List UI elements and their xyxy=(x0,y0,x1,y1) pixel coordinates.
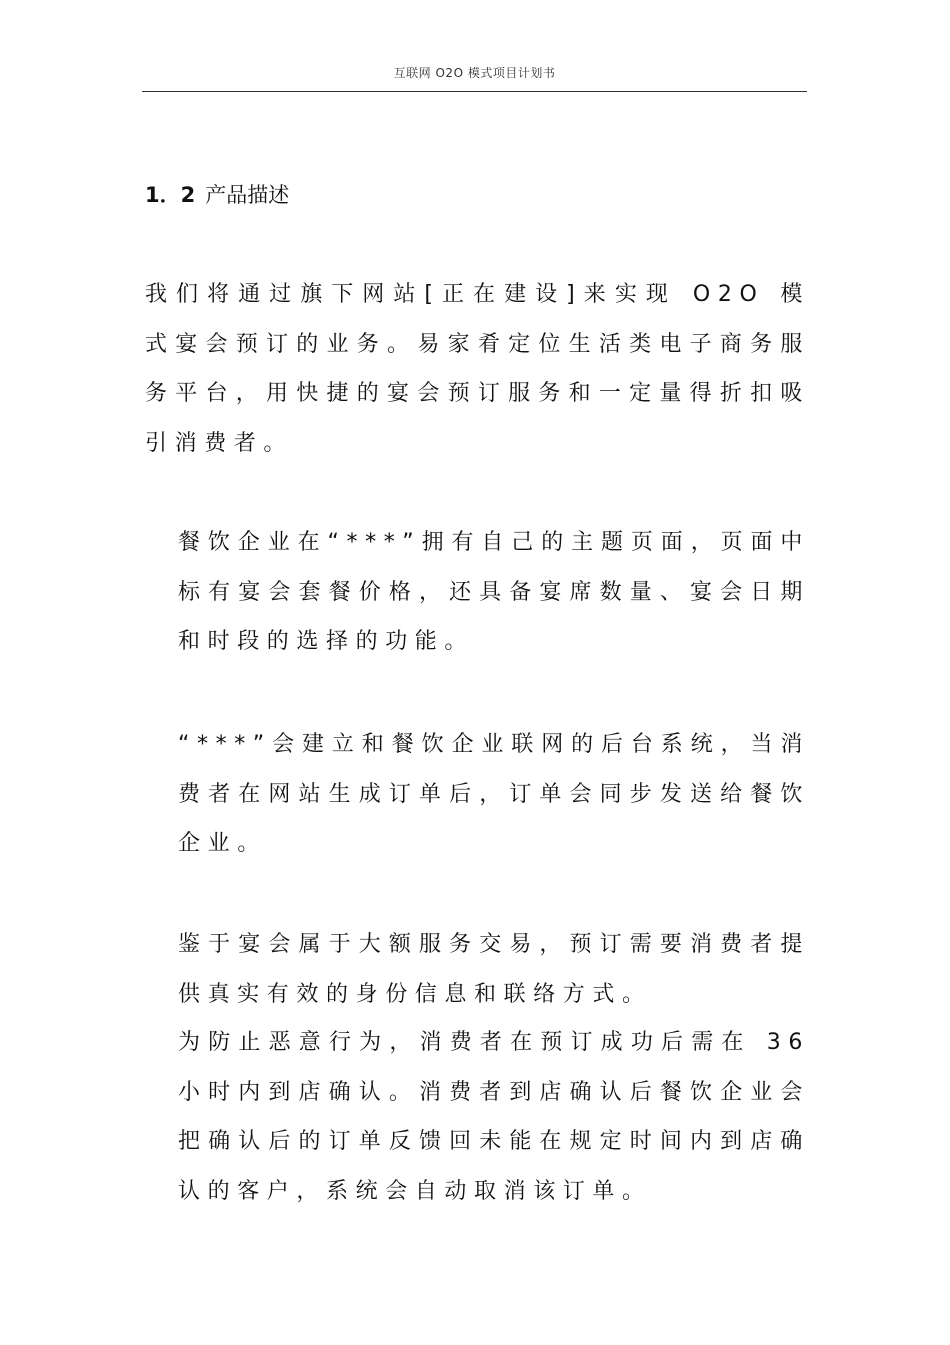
section-title: 产品描述 xyxy=(205,183,290,207)
section-heading xyxy=(145,180,289,210)
paragraph-intro: 我们将通过旗下网站[正在建设]来实现 O2O 模式宴会预订的业务。易家肴定位生活类电子商务服务平台，用快捷的宴会预订服务和一定量得折扣吸引消费者。 xyxy=(145,282,810,456)
paragraph-confirmation: 为防止恶意行为，消费者在预订成功后需在 36 小时内到店确认。消费者到店确认后餐饮企业会把确认后的订单反馈回未能在规定时间内到店确认的客户，系统会自动取消该订单。 xyxy=(178,1030,810,1204)
paragraph-identity-info: 鉴于宴会属于大额服务交易，预订需要消费者提供真实有效的身份信息和联络方式。 xyxy=(178,932,810,1007)
section-number: 1．2 xyxy=(145,183,196,207)
paragraph-backend-system: “***”会建立和餐饮企业联网的后台系统，当消费者在网站生成订单后，订单会同步发送给餐饮企业。 xyxy=(178,732,810,856)
page-header: 互联网 O2O 模式项目计划书 xyxy=(393,66,556,80)
paragraph-theme-page: 餐饮企业在“***”拥有自己的主题页面，页面中标有宴会套餐价格，还具备宴席数量、宴会日期和时段的选择的功能。 xyxy=(178,530,810,654)
header-divider xyxy=(142,91,807,92)
